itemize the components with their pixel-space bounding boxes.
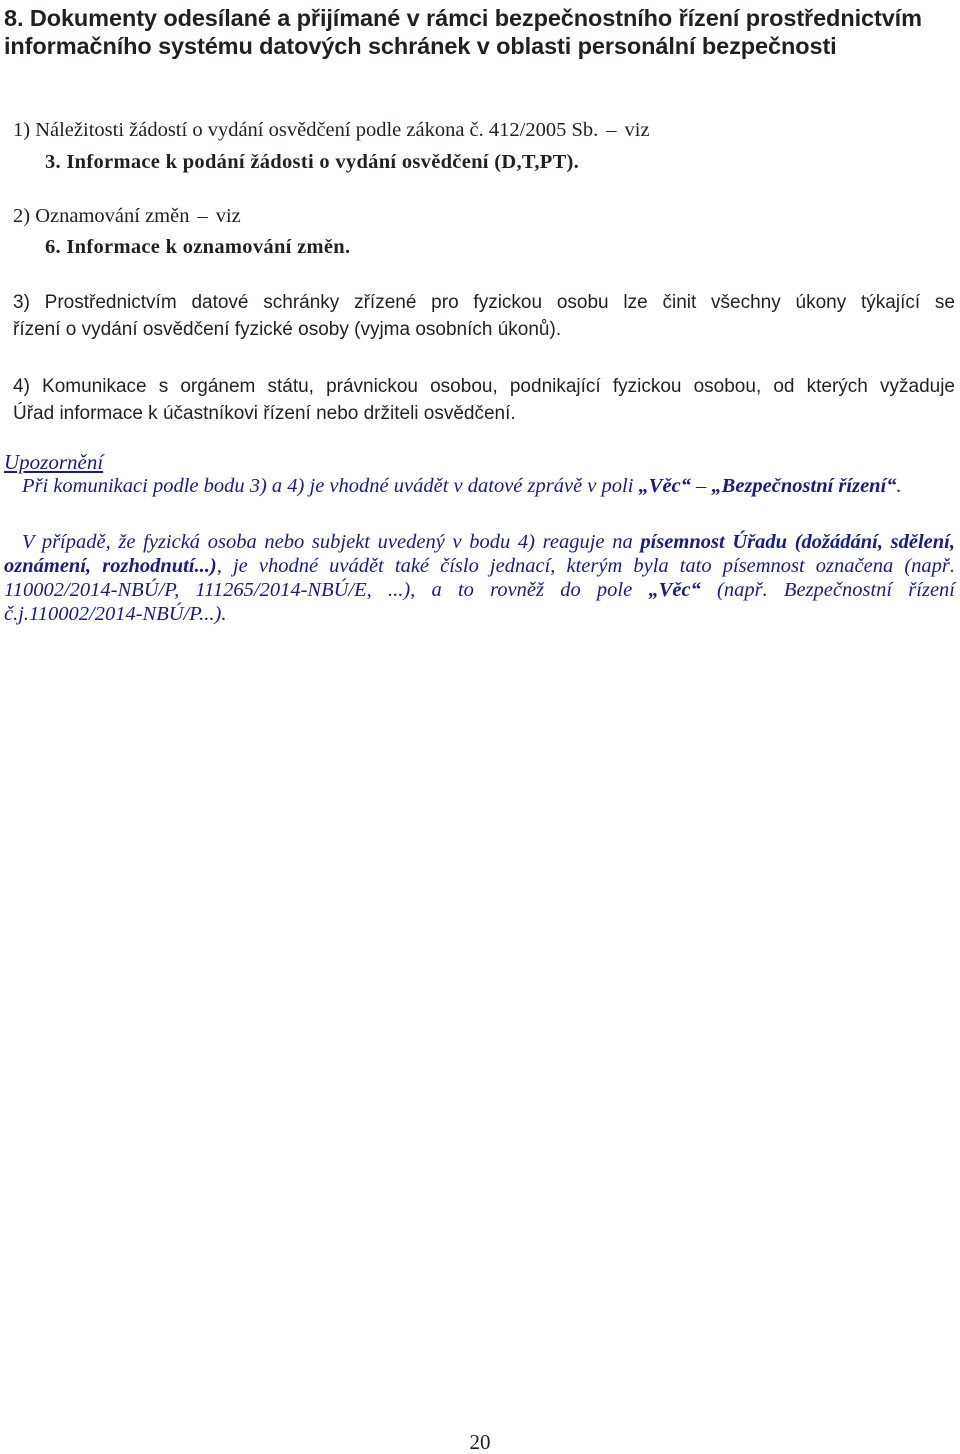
note-paragraph-1 <box>4 474 955 498</box>
item-1-reference: 3. Informace k podání žádosti o vydání osvědčení (D,T,PT). <box>45 151 580 173</box>
item-1-dash: – <box>606 119 617 141</box>
page-number: 20 <box>469 1430 491 1454</box>
note-p1-end: . <box>896 475 902 497</box>
note-p1-bezpecnostni-rizeni: „Bezpečnostní řízení“ <box>711 475 897 497</box>
item-2-viz: viz <box>215 205 241 227</box>
item-4-line-1: 4) Komunikace s orgánem státu, právnickou osobou, podnikající fyzickou osobou, od kterých vyžaduje <box>13 376 955 397</box>
note-p2-vec: „Věc“ <box>648 579 701 601</box>
section-heading: 8. Dokumenty odesílané a přijímané v rámci bezpečnostního řízení prostřednictvím informačního systému datových schránek v oblasti personální bezpečnosti <box>4 5 922 59</box>
item-2-dash: – <box>197 205 208 227</box>
list-item-4 <box>13 373 955 427</box>
item-1-text: 1) Náležitosti žádostí o vydání osvědčení podle zákona č. 412/2005 Sb. <box>13 119 599 141</box>
list-item-2 <box>13 204 958 259</box>
list-item-1 <box>13 118 958 174</box>
item-2-reference: 6. Informace k oznamování změn. <box>45 236 351 258</box>
note-p2-start: V případě, že fyzická osoba nebo subjekt uvedený v bodu 4) reaguje na <box>22 531 641 553</box>
note-p2-mid: , je vhodné uvádět také číslo jednací, kterým byla tato písemnost označena (např. 110002/2014-NBÚ/P, 111265/2014-NBÚ/E, ...), a to rovněž do pole <box>4 555 955 601</box>
note-p1-dash: – <box>690 475 712 497</box>
item-4-line-2: Úřad informace k účastníkovi řízení nebo držiteli osvědčení. <box>13 403 516 424</box>
note-paragraph-2 <box>4 530 955 626</box>
item-3-line-2: řízení o vydání osvědčení fyzické osoby (vyjma osobních úkonů). <box>13 319 562 340</box>
note-p2-bold: písemnost Úřadu (dožádání, sdělení, oznámení, rozhodnutí...) <box>4 531 955 577</box>
item-2-text: 2) Oznamování změn <box>13 205 190 227</box>
note-p1-text: Při komunikaci podle bodu 3) a 4) je vhodné uvádět v datové zprávě v poli <box>22 475 639 497</box>
note-p1-vec: „Věc“ <box>638 475 691 497</box>
item-1-viz: viz <box>624 119 650 141</box>
note-p2-end: (např. Bezpečnostní řízení č.j.110002/2014-NBÚ/P...). <box>4 579 955 625</box>
list-item-3 <box>13 289 955 343</box>
note-title: Upozornění <box>4 450 104 474</box>
item-3-line-1: 3) Prostřednictvím datové schránky zřízené pro fyzickou osobu lze činit všechny úkony týkající se <box>13 292 955 313</box>
